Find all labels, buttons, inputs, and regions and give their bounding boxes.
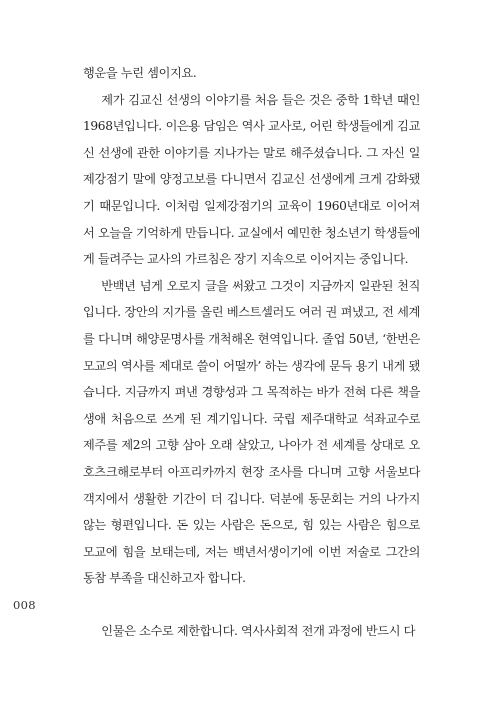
page-number: 008 <box>13 598 36 612</box>
body-text <box>83 60 420 644</box>
paragraph-continuation: 행운을 누린 셈이지요. <box>83 66 197 80</box>
paragraph: 반백년 넘게 오로지 글을 써왔고 그것이 지금까지 일관된 천직입니다. 장안의 지가를 올린 베스트셀러도 여러 권 펴냈고, 전 세계를 다니며 해양문명사를 개척해온 현역입니다. 졸업 50년, ‘한번은 모교의 역사를 제대로 쓸이 어떨까’ 하는 생각에 문득 용기 내게 됐습니다. 지금까지 펴낸 경향성과 그 목적하는 바가 전혀 다른 책을 생애 처음으로 쓰게 된 계기입니다. 국립 제주대학교 석좌교수로 제주를 제2의 고향 삼아 오래 살았고, 나아가 전 세계를 상대로 오호츠크해로부터 아프리카까지 현장 조사를 다니며 고향 서울보다 객지에서 생활한 기간이 더 깁니다. 덕분에 동문회는 거의 나가지 않는 형편입니다. 돈 있는 사람은 돈으로, 힘 있는 사람은 힘으로 모교에 힘을 보태는데, 저는 백년서생이기에 이번 저술로 그간의 동참 부족을 대신하고자 합니다. <box>83 278 420 586</box>
section-spacer <box>83 592 420 618</box>
paragraph: 인물은 소수로 제한합니다. 역사사회적 전개 과정에 반드시 다 <box>101 623 416 638</box>
paragraph: 제가 김교신 선생의 이야기를 처음 들은 것은 중학 1학년 때인 1968년입니다. 이은용 담임은 역사 교사로, 어린 학생들에게 김교신 선생에 관한 이야기를 지나가는 말로 해주셨습니다. 그 자신 일제강점기 말에 양정고보를 다니면서 김교신 선생에게 크게 감화됐기 때문입니다. 이처럼 일제강점기의 교육이 1960년대로 이어져서 오늘을 기억하게 만듭니다. 교실에서 예민한 청소년기 학생들에게 들려주는 교사의 가르침은 장기 지속으로 이어지는 중입니다. <box>83 92 420 267</box>
